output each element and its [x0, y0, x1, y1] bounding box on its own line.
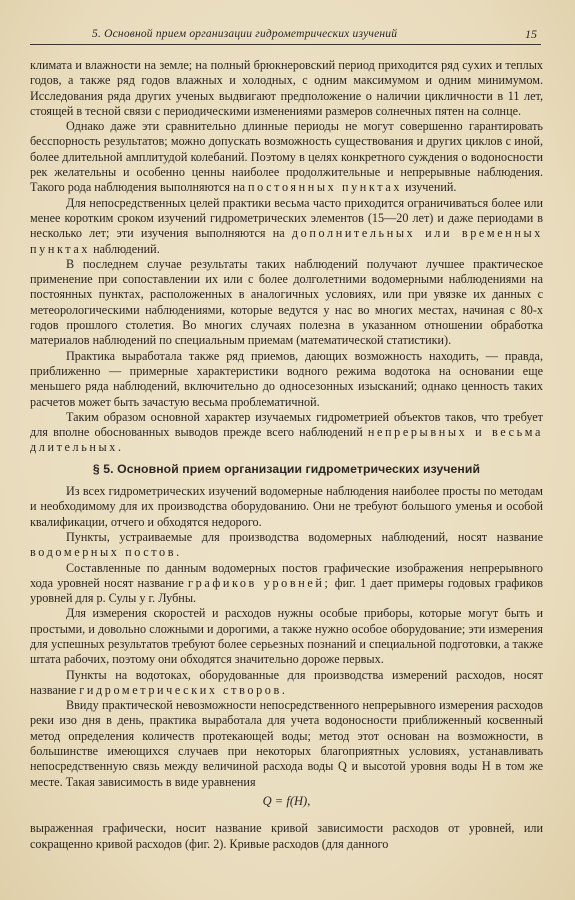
- paragraph: [30, 196, 543, 257]
- paragraph-text: Для непосредственных целей практики весьма часто приходится ограничиваться более или менее коротким сроком изучений гидрометрических элементов (15—20 лет) и даже периодами в несколько лет; эти изучения выполняются на: [30, 195, 543, 241]
- section-heading: § 5. Основной прием организации гидрометрических изучений: [92, 461, 481, 476]
- running-head: [0, 22, 575, 44]
- paragraph: [30, 410, 543, 456]
- paragraph-text: фиг. 1 дает примеры годовых графиков уровней для р. Сулы у г. Лубны.: [30, 575, 544, 606]
- page-number: 15: [525, 27, 537, 41]
- paragraph-continuation: климата и влажности на земле; на полный брюкнеровский период приходится ряд сухих и теплых годов, а также ряд годов влажных и холодных, с одним максимумом и одним минимумом. Исследования ряда других ученых выдвигают предположение о наличии цикличности в 11 лет, стоящей в тесной связи с периодическими изменениями размеров солнечных пятен на солнце.: [30, 58, 543, 118]
- paragraph: Из всех гидрометрических изучений водомерные наблюдения наиболее просты по методам и необходимому для их производства оборудованию. Они не требуют большого уменья и особой квалификации, отчего и обходятся недорого.: [30, 484, 543, 529]
- paragraph-text: Таким образом основной характер изучаемых гидрометрией объектов таков, что требует для вполне обоснованных выводов прежде всего наблюдений: [30, 409, 543, 440]
- spaced-emphasis: постоянных пунктах: [248, 180, 403, 195]
- header-rule: [30, 44, 541, 45]
- paragraph-text: Пункты на водотоках, оборудованные для производства измерений расходов, носят название: [30, 667, 543, 697]
- paragraph: [30, 561, 543, 607]
- paragraph: В последнем случае результаты таких наблюдений получают лучшее практическое применение при сопоставлении их или с более долголетними водомерными наблюдениями на постоянных пунктах, расположенных в аналогичных условиях, или при увязке их данных с метеорологическими наблюдениями, которые ведутся у нас во многих местах, начиная с 80-х годов прошлого столетия. Во многих случаях полезна в указанном отношении обработка материалов наблюдений по специальным приемам (математической статистики).: [30, 256, 543, 348]
- spaced-emphasis: дополнительных или временных пунктах: [30, 226, 543, 256]
- spaced-emphasis: водомерных постов.: [30, 545, 182, 560]
- spaced-emphasis: гидрометрических створов.: [79, 682, 288, 697]
- body-text: [30, 58, 543, 852]
- paragraph-text: изучений.: [405, 180, 457, 195]
- paragraph-text: Однако даже эти сравнительно длинные периоды не могут совершенно гарантировать бесспорность результатов; можно допускать возможность существования и других циклов с иной, более длительной амплитудой колебаний. Поэтому в целях конкретного суждения о водоносности рек желательны и особенно ценны наиболее продолжительные и непрерывные наблюдения. Такого рода наблюдения выполняются на: [30, 119, 543, 195]
- paragraph-text: Составленные по данным водомерных постов графические изображения непрерывного хода уровней носят название: [30, 560, 543, 590]
- paragraph: выраженная графически, носит название кривой зависимости расходов от уровней, или сокращенно кривой расходов (фиг. 2). Кривые расходов (для данного: [30, 821, 543, 851]
- paragraph: [30, 668, 543, 699]
- paragraph: Для измерения скоростей и расходов нужны особые приборы, которые могут быть и простыми, и довольно сложными и дорогими, а также нужно особое оборудование; эти измерения для успешных результатов требуют более серьезных познаний и специальной подготовки, а также штата рабочих, поэтому они обходятся значительно дороже первых.: [30, 606, 543, 667]
- spaced-emphasis: графиков уровней;: [188, 575, 331, 590]
- paragraph: Практика выработала также ряд приемов, дающих возможность находить, — правда, приближенно — примерные характеристики водного режима водотока на основании еще меньшего ряда наблюдений, включительно до односезонных изысканий; однако ценность таких расчетов может быть зачастую весьма проблематичной.: [30, 348, 543, 409]
- running-title: 5. Основной прием организации гидрометрических изучений: [92, 28, 398, 40]
- paragraph-text: Пункты, устраиваемые для производства водомерных наблюдений, носят название: [66, 529, 543, 544]
- spaced-emphasis: непрерывных и весьма длительных.: [30, 425, 543, 455]
- paragraph: Ввиду практической невозможности непосредственного непрерывного измерения расходов реки изо дня в день, практика выработала для учета водоносности приближенный косвенный метод определения количеств протекающей воды; метод этот основан на возможности, в большинстве имеющихся случаев при некоторых благоприятных условиях, устанавливать непосредственную связь между величиной расхода воды Q и высотой уровня воды H в том же месте. Такая зависимость в виде уравнения: [30, 698, 543, 789]
- paragraph: [30, 530, 543, 561]
- paragraph-text: наблюдений.: [93, 241, 160, 256]
- formula: Q = f(H),: [262, 793, 311, 808]
- paragraph: [30, 119, 543, 195]
